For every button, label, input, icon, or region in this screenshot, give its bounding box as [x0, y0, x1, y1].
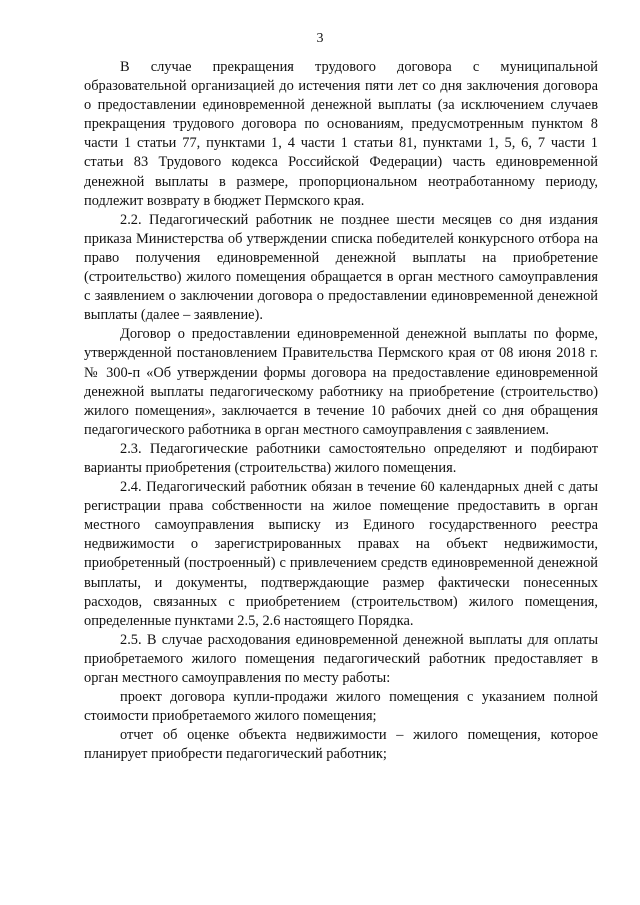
paragraph-2-5: 2.5. В случае расходования единовременной денежной выплаты для оплаты приобретаемого жилого помещения педагогический работник предоставляет в орган местного самоуправления по месту работы: [84, 631, 598, 686]
paragraph-contract-form: Договор о предоставлении единовременной денежной выплаты по форме, утвержденной постановлением Правительства Пермского края от 08 июня 2018 г. № 300-п «Об утверждении формы договора на предоставление единовременной денежной выплаты педагогическому работнику на приобретение (строительство) жилого помещения», заключается в течение 10 рабочих дней со дня обращения педагогического работника в орган местного самоуправления с заявлением. [84, 326, 598, 438]
paragraph-termination-refund: В случае прекращения трудового договора с муниципальной образовательной организацией до истечения пяти лет со дня заключения договора о предоставлении единовременной денежной выплаты (за исключением случаев прекращения трудового договора по основаниям, предусмотренным пунктом 8 части 1 статьи 77, пунктами 1, 4 части 1 статьи 81, пунктами 1, 5, 6, 7 части 1 статьи 83 Трудового кодекса Российской Федерации) часть единовременной денежной выплаты в размере, пропорциональном неотработанному периоду, подлежит возврату в бюджет Пермского края. [84, 59, 598, 209]
paragraph-purchase-contract-draft: проект договора купли-продажи жилого помещения с указанием полной стоимости приобретаемого жилого помещения; [84, 689, 598, 725]
paragraph-valuation-report: отчет об оценке объекта недвижимости – жилого помещения, которое планирует приобрести педагогический работник; [84, 727, 598, 763]
paragraph-2-2: 2.2. Педагогический работник не позднее шести месяцев со дня издания приказа Министерства об утверждении списка победителей конкурсного отбора на право получения единовременной денежной выплаты на приобретение (строительство) жилого помещения обращается в орган местного самоуправления с заявлением о заключении договора о предоставлении единовременной денежной выплаты (далее – заявление). [84, 211, 598, 324]
page-number: 3 [316, 31, 324, 46]
paragraph-2-3: 2.3. Педагогические работники самостоятельно определяют и подбирают варианты приобретения (строительства) жилого помещения. [84, 440, 598, 476]
paragraph-2-4: 2.4. Педагогический работник обязан в течение 60 календарных дней с даты регистрации права собственности на жилое помещение предоставить в орган местного самоуправления выписку из Единого государственного реестра недвижимости о зарегистрированных правах на объект недвижимости, приобретенный (построенный) с привлечением средств единовременной денежной выплаты, и документы, подтверждающие размер фактически понесенных расходов, связанных с приобретением (строительством) жилого помещения, определенные пунктами 2.5, 2.6 настоящего Порядка. [84, 479, 598, 629]
document-body [84, 58, 598, 764]
